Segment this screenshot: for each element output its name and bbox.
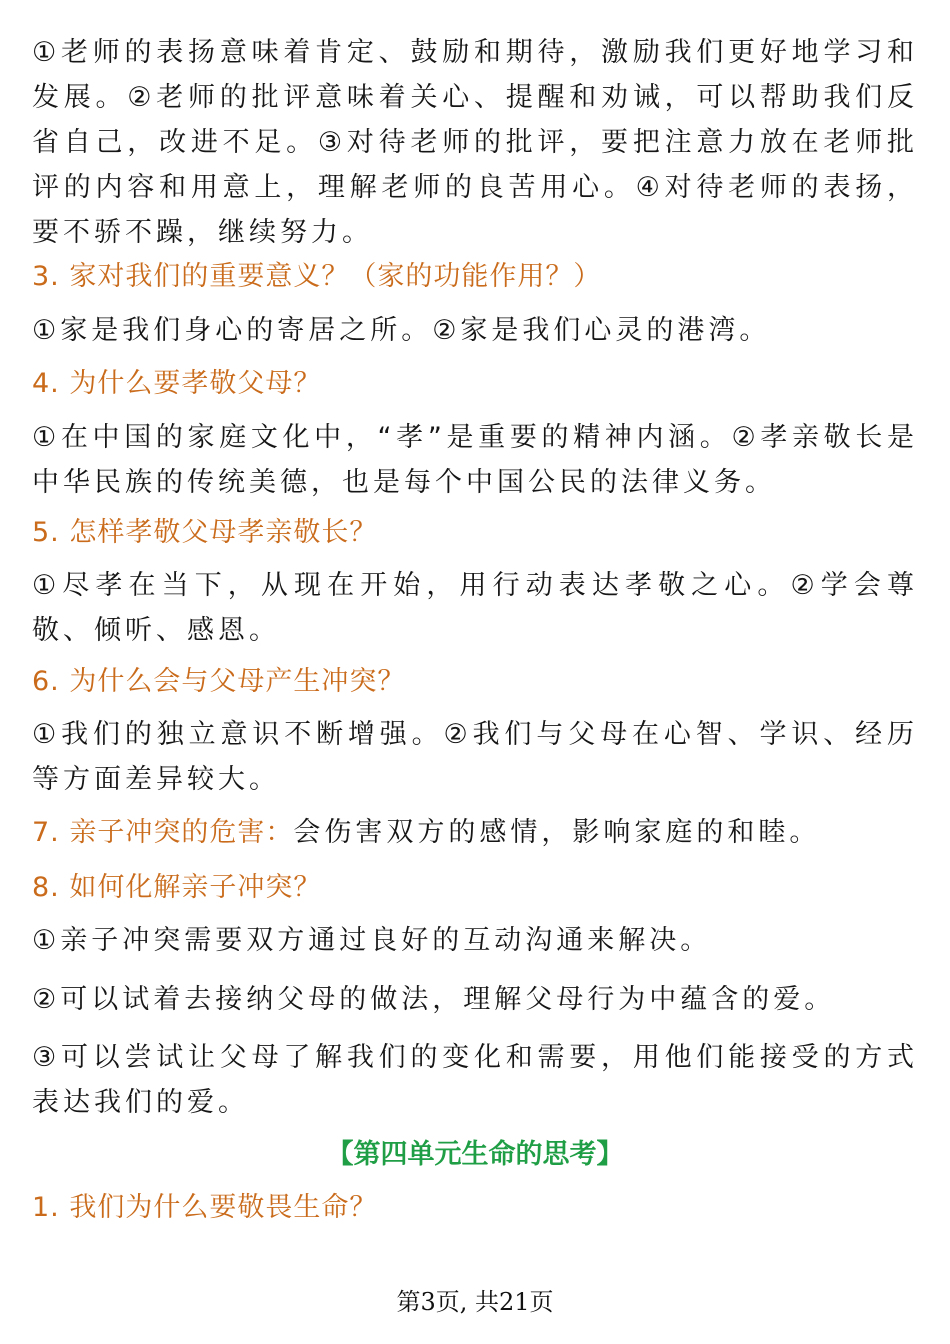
question-8: 8. 如何化解亲子冲突？ — [32, 872, 322, 903]
answer-5: ①尽孝在当下，从现在开始，用行动表达孝敬之心。②学会尊敬、倾听、感恩。 — [32, 570, 918, 646]
answer-7: 会伤害双方的感情，影响家庭的和睦。 — [293, 817, 821, 848]
answer-8-item-1: ①亲子冲突需要双方通过良好的互动沟通来解决。 — [32, 925, 712, 956]
answer-4: ①在中国的家庭文化中，“孝”是重要的精神内涵。②孝亲敬长是中华民族的传统美德，也是每个中国公民的法律义务。 — [32, 422, 918, 498]
answer-8-item-2: ②可以试着去接纳父母的做法，理解父母行为中蕴含的爱。 — [32, 984, 836, 1015]
question-7-label: 7. 亲子冲突的危害： — [32, 817, 294, 848]
question-6: 6. 为什么会与父母产生冲突？ — [32, 666, 406, 697]
answer-6: ①我们的独立意识不断增强。②我们与父母在心智、学识、经历等方面差异较大。 — [32, 719, 918, 795]
answer-8-item-3: ③可以尝试让父母了解我们的变化和需要，用他们能接受的方式表达我们的爱。 — [32, 1042, 918, 1118]
question-5: 5. 怎样孝敬父母孝亲敬长？ — [32, 517, 378, 548]
section-question-1: 1. 我们为什么要敬畏生命？ — [32, 1192, 378, 1223]
question-7 — [32, 813, 918, 853]
question-4: 4. 为什么要孝敬父母？ — [32, 368, 322, 399]
answer-3: ①家是我们身心的寄居之所。②家是我们心灵的港湾。 — [32, 315, 771, 346]
page-footer: 第3页, 共21页 — [396, 1288, 554, 1316]
answer-2-continued: ①老师的表扬意味着肯定、鼓励和期待，激励我们更好地学习和发展。②老师的批评意味着关心、提醒和劝诫，可以帮助我们反省自己，改进不足。③对待老师的批评，要把注意力放在老师批评的内容和用意上，理解老师的良苦用心。④对待老师的表扬，要不骄不躁，继续努力。 — [32, 37, 918, 248]
question-3: 3. 家对我们的重要意义？（家的功能作用？） — [32, 261, 602, 292]
section-title: 【第四单元生命的思考】 — [326, 1139, 624, 1170]
